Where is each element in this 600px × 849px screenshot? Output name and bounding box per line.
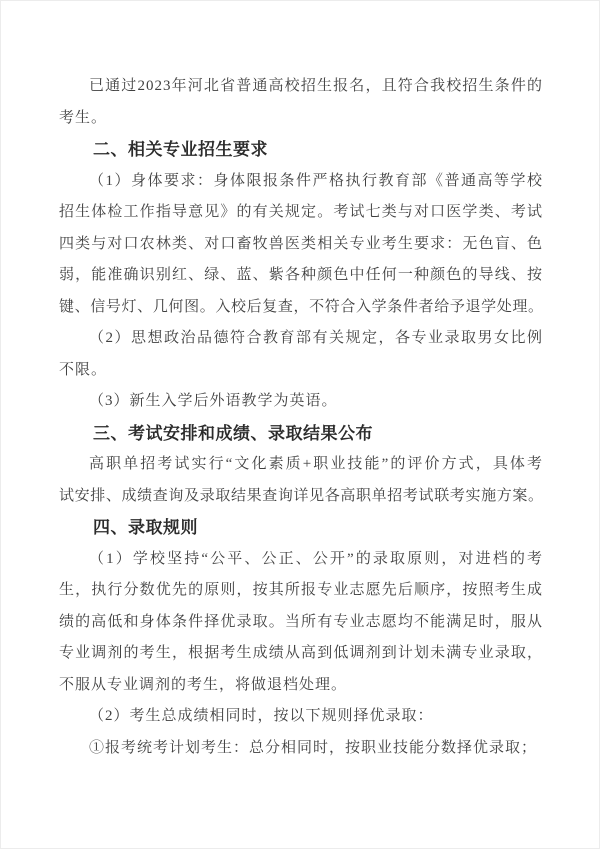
text-line: 考生。 [59,109,108,126]
text-line: 绩的高低和身体条件择优录取。当所有专业志愿均不能满足时，服从 [59,613,543,630]
text-line: ①报考统考计划考生：总分相同时，按职业技能分数择优录取； [89,739,538,756]
text-line: 高职单招考试实行“文化素质+职业技能”的评价方式，具体考 [89,456,543,472]
text-line: （2）考生总成绩相同时，按以下规则择优录取： [89,708,434,724]
text-line: 弱，能准确识别红、绿、蓝、紫各种颜色中任何一种颜色的导线、按 [59,267,543,283]
text-line: （1）身体要求：身体限报条件严格执行教育部《普通高等学校 [89,172,543,189]
text-line: 招生体检工作指导意见》的有关规定。考试七类与对口医学类、考试 [59,204,543,220]
text-line: （3）新生入学后外语教学为英语。 [89,393,338,409]
text-line: 已通过2023年河北省普通高校招生报名，且符合我校招生条件的 [89,78,543,94]
text-line: 键、信号灯、几何图。入校后复查，不符合入学条件者给予退学处理。 [59,298,543,315]
text-line: 不限。 [59,361,108,378]
text-line: 试安排、成绩查询及录取结果查询详见各高职单招考试联考实施方案。 [59,487,543,504]
text-line: 生，执行分数优先的原则，按其所报专业志愿先后顺序，按照考生成 [59,582,543,598]
text-line: （1）学校坚持“公平、公正、公开”的录取原则，对进档的考 [89,550,543,567]
text-line: 专业调剂的考生，根据考生成绩从高到低调剂到计划未满专业录取， [59,645,543,661]
text-line: （2）思想政治品德符合教育部有关规定，各专业录取男女比例 [89,330,543,346]
text-line: 四类与对口农林类、对口畜牧兽医类相关专业考生要求：无色盲、色 [59,235,543,252]
document-body [1,1,599,764]
section-heading-4: 四、录取规则 [93,518,198,537]
section-heading-3: 三、考试安排和成绩、录取结果公布 [93,423,373,443]
section-heading-2: 二、相关专业招生要求 [93,140,268,159]
text-line: 不服从专业调剂的考生，将做退档处理。 [59,676,348,693]
